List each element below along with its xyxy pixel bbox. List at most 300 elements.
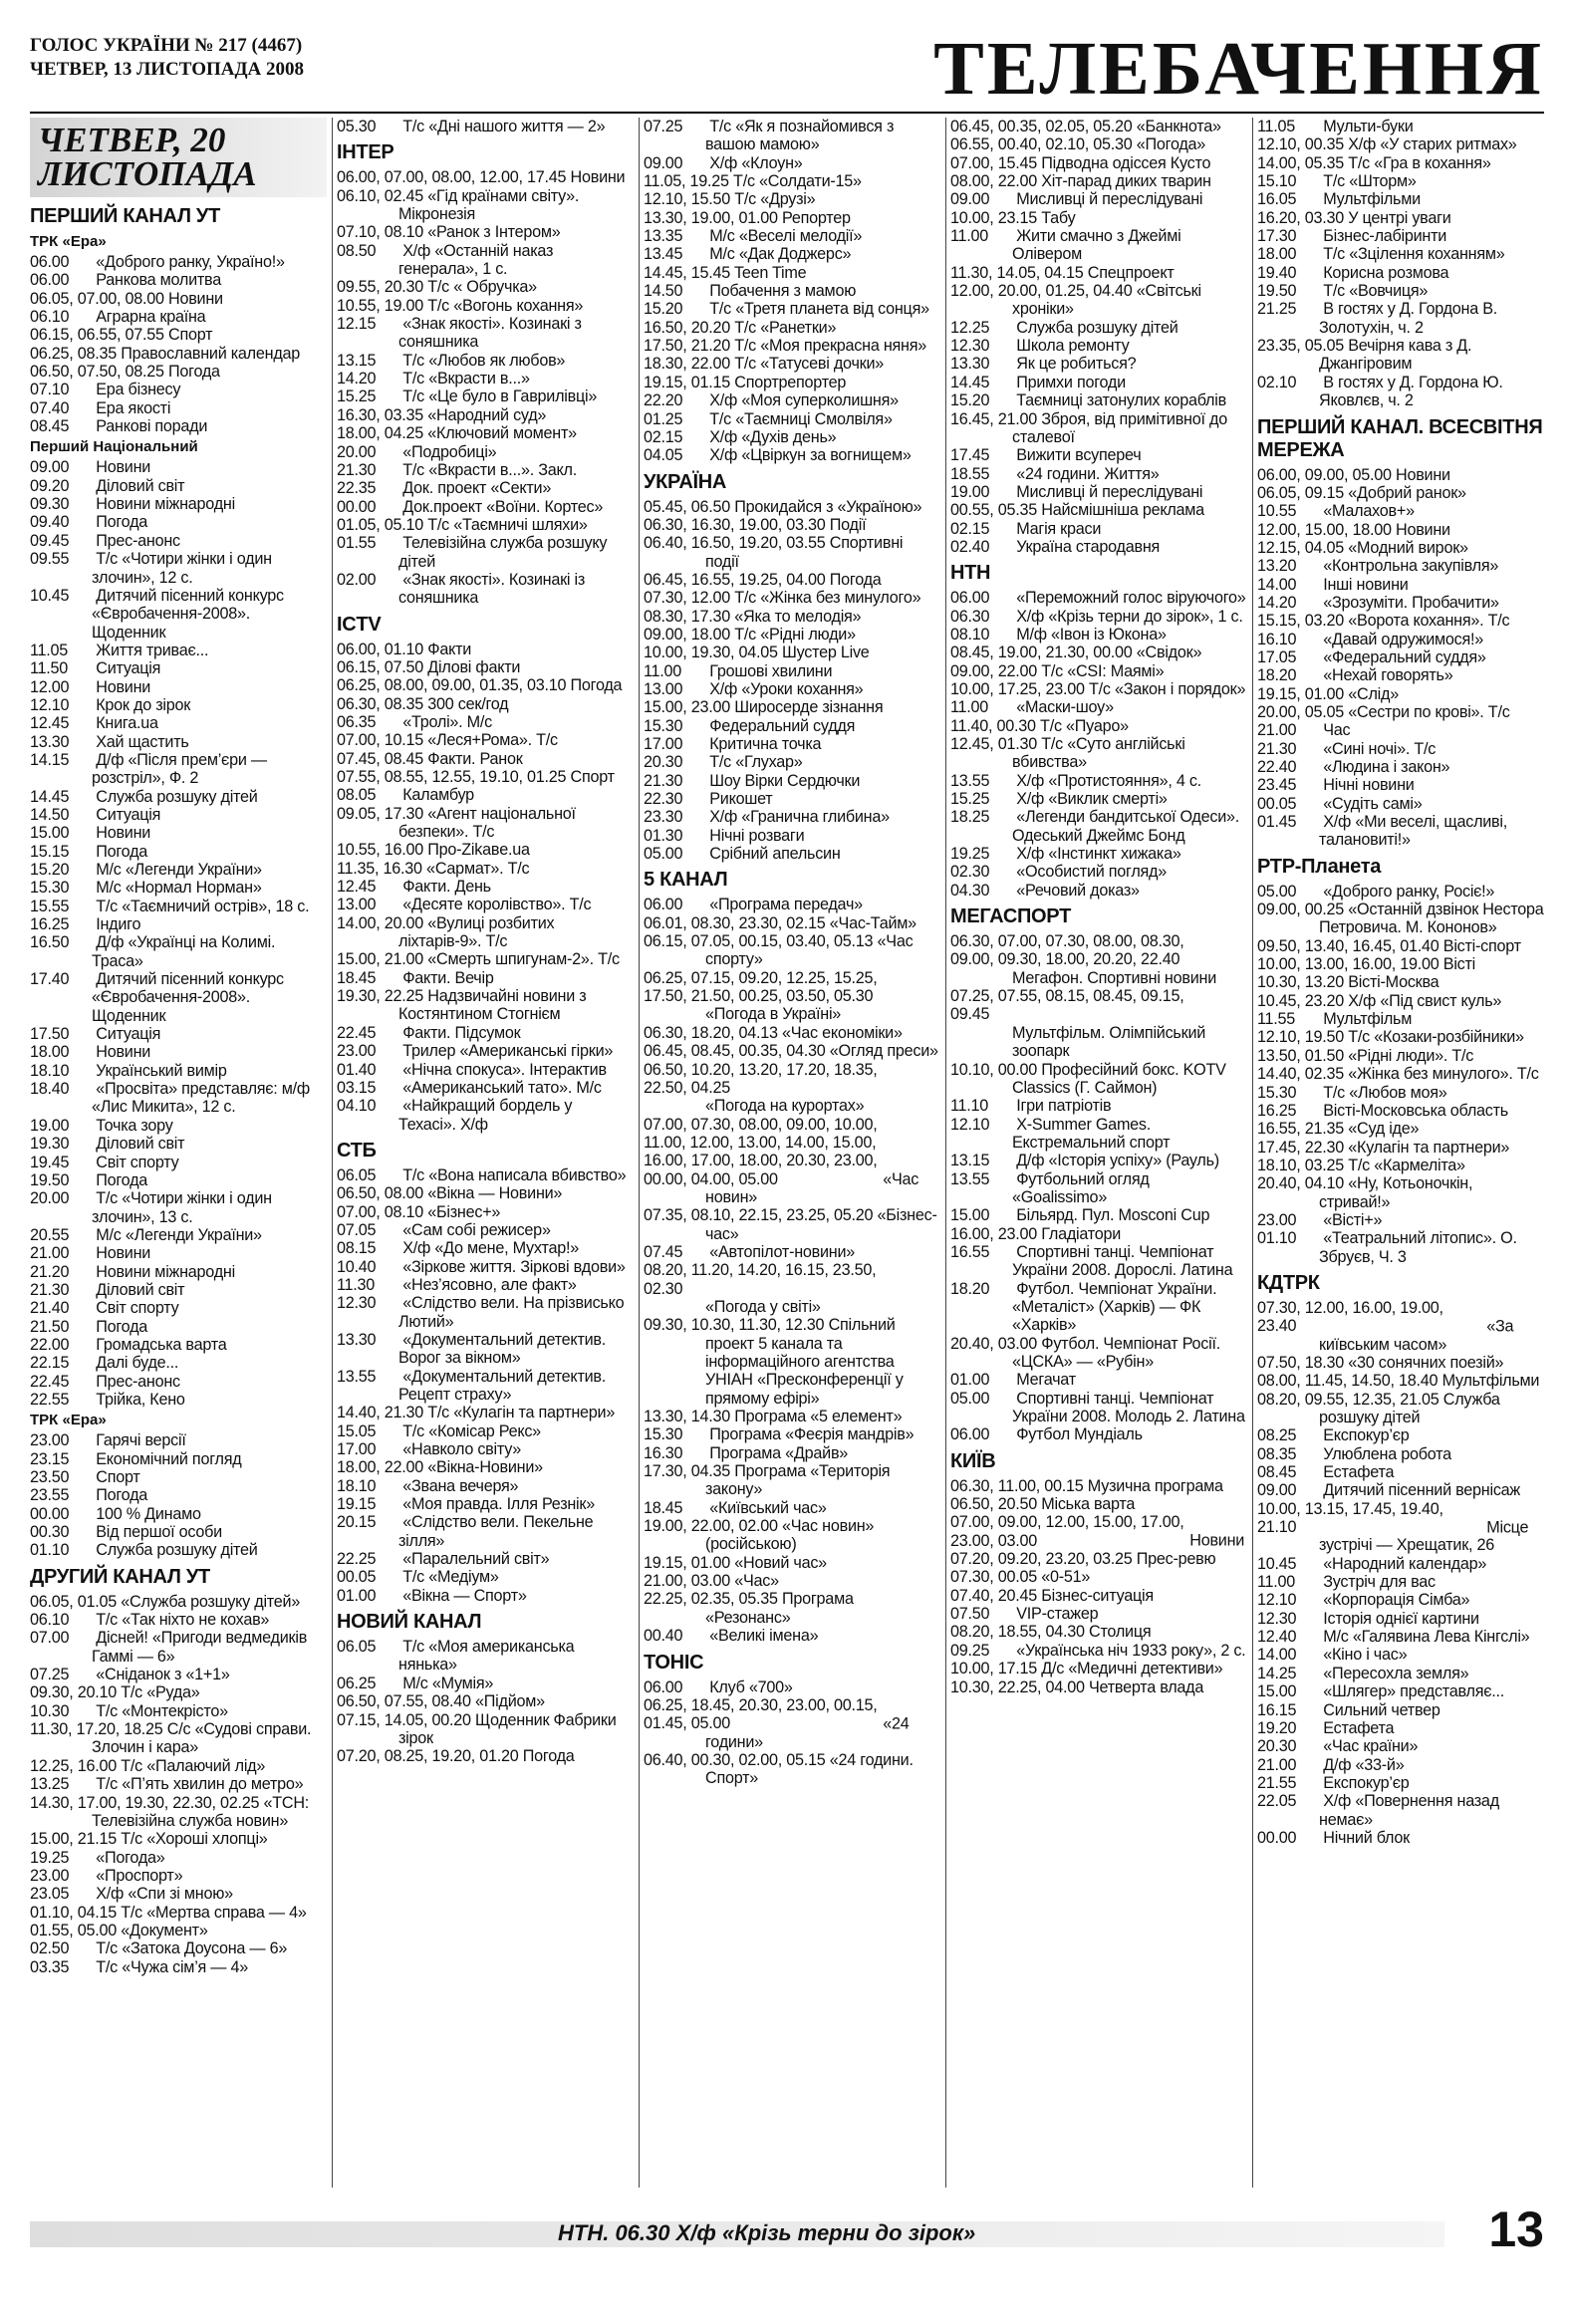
schedule-entry	[644, 374, 940, 391]
entry-program: Х/ф «Духів день»	[705, 427, 837, 446]
schedule-entry	[30, 1244, 327, 1262]
entry-program: «Вісті+»	[1319, 1210, 1383, 1229]
schedule-entry	[1257, 992, 1544, 1010]
schedule-entry	[337, 805, 634, 842]
entry-program: В гостях у Д. Гордона В. Золотухін, ч. 2	[1319, 300, 1498, 337]
entry-time: 10.45	[1257, 1554, 1297, 1573]
entry-time: 05.45, 06.50	[644, 497, 731, 516]
channel-heading: ТОНІС	[644, 1651, 704, 1674]
entry-program: «Корпорація Сімба»	[1319, 1591, 1470, 1610]
schedule-entry	[1257, 1010, 1544, 1028]
schedule-entry	[950, 1513, 1247, 1550]
entry-time: 07.40	[30, 398, 70, 417]
schedule-entry	[337, 641, 634, 658]
schedule-entry	[1257, 1646, 1544, 1664]
entry-program: Бізнес-лабіринти	[1319, 227, 1447, 246]
entry-time: 23.15	[30, 1449, 70, 1468]
schedule-entry	[30, 550, 327, 587]
schedule-entry	[1257, 937, 1544, 955]
schedule-entry	[337, 1368, 634, 1405]
entry-time: 15.00	[1257, 1682, 1297, 1701]
entry-program: 100 % Динамо	[92, 1504, 201, 1523]
schedule-entry	[1257, 1573, 1544, 1591]
channel-heading: ПЕРШИЙ КАНАЛ УТ	[30, 205, 220, 227]
schedule-entry	[950, 1225, 1247, 1243]
entry-program: Крок до зірок	[92, 695, 191, 714]
entry-time: 18.00, 22.00	[337, 1458, 424, 1477]
entry-program: Нічні новини	[1319, 776, 1415, 795]
schedule-entry	[30, 696, 327, 714]
schedule-entry	[30, 458, 327, 476]
schedule-entry	[30, 1720, 327, 1757]
entry-program: Т/с «Палаючий лід»	[117, 1756, 266, 1775]
entry-program: «Найкращий бордель у Техасі». Х/ф	[398, 1097, 573, 1134]
entry-program: 300 сек/год	[423, 694, 509, 713]
entry-program: Д/ф «33-й»	[1319, 1755, 1405, 1774]
entry-time: 22.00	[30, 1335, 70, 1354]
entry-program: В гостях у Д. Гордона Ю. Яковлєв, ч. 2	[1319, 373, 1503, 410]
entry-time: 13.25	[30, 1775, 70, 1794]
entry-program: «Банкнота»	[1132, 118, 1221, 135]
schedule-entry	[644, 1590, 940, 1627]
entry-program: Т/с «Мертва справа — 4»	[117, 1903, 307, 1922]
entry-time: 11.30	[337, 1275, 376, 1294]
entry-time: 01.45	[1257, 813, 1297, 832]
entry-program: Х/ф «Спи зі мною»	[92, 1885, 233, 1904]
schedule-entry	[1257, 703, 1544, 721]
entry-program: Україна стародавня	[1012, 537, 1161, 556]
schedule-entry	[337, 1097, 634, 1134]
schedule-entry	[1257, 1139, 1544, 1157]
entry-program: Х/ф «Повернення назад немає»	[1319, 1792, 1499, 1829]
schedule-entry	[337, 914, 634, 951]
entry-program: Погода	[92, 1486, 148, 1505]
schedule-entry	[1257, 337, 1544, 374]
entry-time: 12.10	[1257, 1591, 1297, 1610]
channel-heading: МЕГАСПОРТ	[950, 905, 1071, 928]
entry-program: Д/ф «Після прем’єри — розстріл», Ф. 2	[92, 750, 267, 788]
entry-program: Мультфільми	[1319, 190, 1421, 209]
schedule-entry	[30, 1541, 327, 1559]
entry-time: 05.00	[644, 845, 683, 864]
entry-program: Х/ф «Крізь терни до зірок», 1 с.	[1012, 607, 1243, 626]
entry-program: Т/с «Козаки-розбійники»	[1344, 1028, 1524, 1047]
schedule-entry	[1257, 1102, 1544, 1120]
schedule-entry	[1257, 1120, 1544, 1138]
entry-program: Новини	[1391, 520, 1450, 539]
entry-time: 16.15	[1257, 1700, 1297, 1719]
schedule-entry	[1257, 1354, 1544, 1372]
schedule-entry	[337, 278, 634, 296]
entry-program: Міська варта	[1037, 1495, 1136, 1514]
entry-time: 07.15, 14.05, 00.20	[337, 1710, 471, 1729]
entry-program: Столиця	[1084, 1623, 1152, 1642]
entry-program: Сильний четвер	[1319, 1700, 1440, 1719]
schedule-entry	[950, 845, 1247, 863]
schedule-entry	[337, 498, 634, 516]
entry-time: 18.20	[1257, 666, 1297, 685]
entry-time: 02.10	[1257, 373, 1297, 391]
entry-time: 10.30	[30, 1701, 70, 1720]
entry-time: 06.50, 10.20, 13.20, 17.20, 18.35, 22.50, 04.25	[644, 1060, 878, 1097]
entry-program: Спецпроект	[1083, 263, 1175, 282]
entry-program: Служба розшуку дітей	[1012, 318, 1178, 337]
entry-program: «Зіркове життя. Зіркові вдови»	[398, 1257, 626, 1276]
entry-program: «Ну, Котьоночкін, стривай!»	[1319, 1174, 1473, 1211]
channel-heading: НОВИЙ КАНАЛ	[337, 1611, 482, 1634]
entry-time: 09.00, 18.00	[644, 625, 731, 644]
entry-time: 07.40, 20.45	[950, 1586, 1038, 1605]
entry-program: Світ спорту	[92, 1299, 179, 1318]
entry-program: Надзвичайні новини з Костянтином Стогнієм	[398, 987, 587, 1024]
entry-program: Погода	[92, 1317, 148, 1336]
entry-program: «Київський час»	[705, 1498, 827, 1517]
entry-time: 21.30	[337, 460, 377, 479]
entry-time: 22.35	[337, 479, 377, 498]
entry-program: Т/с «Друзі»	[730, 190, 816, 209]
entry-program: Світ спорту	[92, 1153, 179, 1171]
schedule-entry	[30, 1226, 327, 1244]
schedule-entry	[950, 538, 1247, 556]
schedule-entry	[644, 355, 940, 373]
entry-program: Новини	[1391, 465, 1450, 484]
entry-time: 12.25	[950, 318, 990, 337]
entry-time: 19.15	[337, 1495, 377, 1514]
entry-program: Х/ф «Виклик смерті»	[1012, 790, 1168, 809]
schedule-entry	[30, 861, 327, 879]
schedule-entry	[337, 1495, 634, 1513]
schedule-entry	[30, 495, 327, 513]
entry-time: 06.30, 07.00, 07.30, 08.00, 08.30, 09.00, 09.30, 18.00, 20.20, 22.40	[950, 932, 1184, 969]
entry-program: Т/с «Вкрасти в...». Закл.	[398, 460, 577, 479]
schedule-entry	[644, 626, 940, 644]
entry-time: 10.30, 22.25, 04.00	[950, 1678, 1085, 1696]
schedule-entry	[30, 1775, 327, 1793]
entry-program: Мультфільм	[1319, 1010, 1413, 1029]
schedule-entry	[644, 516, 940, 534]
entry-time: 13.15	[337, 351, 377, 370]
entry-time: 11.05	[1257, 118, 1296, 135]
schedule-entry	[337, 1258, 634, 1276]
entry-time: 06.30, 16.30, 19.00, 03.30	[644, 515, 826, 534]
entry-program: Спорт	[566, 768, 615, 786]
entry-program: Православний календар	[117, 344, 301, 363]
entry-time: 09.50, 13.40, 16.45, 01.40	[1257, 936, 1440, 955]
entry-time: 06.00, 01.10	[337, 640, 424, 658]
entry-program: «Час-Тайм»	[825, 913, 916, 932]
schedule-entry	[30, 1939, 327, 1957]
entry-time: 03.35	[30, 1957, 70, 1976]
schedule-entry	[1257, 1756, 1544, 1774]
schedule-entry	[950, 717, 1247, 735]
schedule-entry	[337, 424, 634, 442]
schedule-entry	[950, 1605, 1247, 1623]
entry-time: 22.20	[644, 391, 683, 410]
entry-program: «Особистий погляд»	[1012, 863, 1167, 882]
entry-time: 06.55, 00.40, 02.10, 05.30	[950, 135, 1133, 154]
schedule-entry	[337, 1675, 634, 1692]
entry-time: 01.55	[337, 534, 377, 553]
entry-time: 20.55	[30, 1225, 70, 1244]
schedule-entry	[950, 932, 1247, 987]
entry-program: «Паралельний світ»	[398, 1550, 550, 1569]
entry-time: 12.30	[950, 337, 990, 356]
entry-time: 06.10, 02.45	[337, 186, 424, 205]
entry-program: Ранкові поради	[92, 417, 208, 436]
schedule-entry	[337, 242, 634, 279]
schedule-entry	[950, 626, 1247, 644]
entry-program: М/с «Веселі мелодії»	[705, 227, 863, 246]
entry-program: Грошові хвилини	[705, 661, 833, 680]
schedule-entry	[1257, 190, 1544, 208]
entry-program: Т/с «Затока Доусона — 6»	[92, 1939, 288, 1958]
schedule-column-2	[337, 118, 634, 2188]
entry-time: 08.45	[30, 417, 70, 436]
entry-time: 02.40	[950, 537, 990, 556]
schedule-entry	[644, 300, 940, 318]
entry-time: 02.15	[644, 427, 683, 446]
entry-time: 06.00	[644, 1678, 683, 1696]
schedule-entry	[950, 1152, 1247, 1169]
schedule-entry	[644, 735, 940, 753]
entry-program: «Народний суд»	[423, 405, 547, 424]
entry-program: Т/с «Комісар Рекс»	[398, 1421, 541, 1440]
schedule-entry	[950, 698, 1247, 716]
entry-time: 17.30	[1257, 227, 1297, 246]
entry-program: Т/с «Чотири жінки і один злочин», 12 с.	[92, 550, 272, 587]
entry-time: 07.00, 15.45	[950, 153, 1038, 172]
schedule-column-4	[950, 118, 1247, 2188]
schedule-entry	[950, 1477, 1247, 1495]
entry-program: Т/с «Рідні люди»	[730, 625, 856, 644]
entry-program: «Рідні люди». Т/с	[1344, 1046, 1474, 1065]
entry-time: 08.10	[950, 625, 990, 644]
entry-time: 22.40	[1257, 758, 1297, 776]
entry-program: Програма «Резонанс»	[705, 1590, 854, 1627]
entry-time: 06.30, 08.35	[337, 694, 424, 713]
schedule-entry	[644, 1061, 940, 1116]
entry-time: 09.00, 22.00	[950, 661, 1038, 680]
schedule-entry	[337, 1239, 634, 1257]
entry-time: 01.10	[1257, 1229, 1297, 1248]
schedule-entry	[30, 381, 327, 398]
entry-program: Т/с «Третя планета від сонця»	[705, 300, 929, 319]
entry-time: 12.00, 20.00, 01.25, 04.40	[950, 282, 1133, 301]
entry-time: 06.40, 16.50, 19.20, 03.55	[644, 534, 826, 553]
entry-time: 13.30	[950, 355, 990, 374]
schedule-entry	[30, 1849, 327, 1867]
schedule-entry	[337, 118, 634, 135]
schedule-entry	[337, 695, 634, 713]
schedule-entry	[1257, 1445, 1544, 1463]
entry-program: Погода	[825, 570, 882, 589]
entry-time: 23.35, 05.05	[1257, 337, 1345, 356]
entry-program: Прокидайся з «Україною»	[730, 497, 922, 516]
entry-time: 15.00, 21.00	[337, 950, 424, 969]
entry-program: Дитячий пісенний конкурс «Євробачення-2008». Щоденник	[92, 586, 284, 642]
entry-time: 19.15, 01.15	[644, 373, 731, 391]
entry-time: 10.00, 17.15	[950, 1660, 1038, 1678]
schedule-entry	[644, 571, 940, 589]
entry-time: 14.25	[1257, 1664, 1297, 1682]
entry-time: 11.10	[950, 1097, 989, 1116]
entry-time: 16.45, 21.00	[950, 409, 1038, 428]
entry-time: 01.00	[337, 1586, 377, 1605]
entry-time: 11.30, 14.05, 04.15	[950, 263, 1084, 282]
entry-program: Новини	[92, 1043, 151, 1062]
entry-time: 20.40, 04.10	[1257, 1174, 1345, 1193]
entry-program: Спортивні танці. Чемпіонат України 2008. Дорослі. Латина	[1012, 1242, 1233, 1280]
entry-program: Ранкова молитва	[92, 271, 221, 290]
schedule-entry	[1257, 484, 1544, 502]
entry-time: 02.30	[950, 863, 990, 882]
schedule-entry	[1257, 1157, 1544, 1174]
schedule-entry	[950, 391, 1247, 409]
entry-program: Аграрна країна	[92, 308, 206, 327]
entry-program: Т/с «Вовчиця»	[1319, 282, 1429, 301]
schedule-entry	[950, 1061, 1247, 1098]
schedule-entry	[30, 1505, 327, 1523]
schedule-entry	[1257, 973, 1544, 991]
entry-time: 21.20	[30, 1262, 70, 1281]
entry-time: 06.10	[30, 308, 70, 327]
entry-time: 09.00	[1257, 1481, 1297, 1500]
entry-program: «Доброго ранку, Росіє!»	[1319, 882, 1495, 901]
entry-time: 08.25	[1257, 1426, 1297, 1445]
entry-time: 06.15, 07.50	[337, 657, 424, 676]
schedule-entry	[950, 863, 1247, 881]
entry-time: 07.55, 08.55, 12.55, 19.10, 01.25	[337, 768, 567, 786]
entry-program: Teen Time	[730, 263, 807, 282]
entry-time: 13.55	[950, 1169, 990, 1188]
entry-program: Репортер	[777, 208, 851, 227]
entry-time: 00.00	[337, 497, 377, 516]
schedule-entry	[337, 676, 634, 694]
entry-time: 07.25, 07.55, 08.15, 08.45, 09.15, 09.45	[950, 987, 1184, 1024]
entry-program: Ситуація	[92, 1025, 161, 1044]
entry-program: «Світські хроніки»	[1012, 282, 1201, 319]
entry-time: 22.05	[1257, 1792, 1297, 1811]
entry-program: «Вікна-Новини»	[423, 1458, 543, 1477]
schedule-entry	[1257, 1084, 1544, 1102]
entry-time: 09.30, 20.10	[30, 1683, 118, 1702]
entry-time: 12.25, 16.00	[30, 1756, 118, 1775]
schedule-entry	[950, 1371, 1247, 1389]
schedule-entry	[1257, 264, 1544, 282]
entry-program: Новини	[92, 824, 151, 843]
entry-time: 23.45	[1257, 776, 1297, 795]
entry-time: 10.40	[337, 1257, 377, 1276]
entry-program: Спортивні події	[705, 534, 904, 571]
entry-program: Т/с «Таємничі шляхи»	[423, 515, 588, 534]
entry-time: 01.25	[644, 409, 683, 428]
entry-program: Погода	[92, 513, 148, 532]
schedule-entry	[644, 190, 940, 208]
schedule-entry	[644, 1627, 940, 1645]
schedule-entry	[1257, 1628, 1544, 1646]
entry-time: 11.30, 17.20, 18.25	[30, 1720, 163, 1739]
schedule-entry	[30, 513, 327, 531]
schedule-entry	[1257, 758, 1544, 776]
entry-program: Час	[1319, 721, 1351, 740]
entry-program: «Проспорт»	[92, 1866, 183, 1885]
entry-time: 23.00	[337, 1042, 377, 1061]
page-footer	[30, 2192, 1544, 2271]
schedule-entry	[1257, 955, 1544, 973]
entry-program: «Агент національної безпеки». Т/с	[398, 804, 576, 842]
entry-time: 06.10	[30, 1611, 70, 1630]
schedule-entry	[30, 1683, 327, 1701]
entry-program: Ситуація	[92, 659, 161, 678]
entry-time: 09.05, 17.30	[337, 804, 424, 823]
entry-time: 10.55, 19.00	[337, 296, 424, 315]
schedule-entry	[950, 1390, 1247, 1426]
entry-program: «Звана вечеря»	[398, 1476, 519, 1495]
entry-program: «Час»	[730, 1572, 779, 1591]
entry-time: 14.00	[1257, 575, 1297, 594]
entry-time: 12.15, 04.05	[1257, 538, 1345, 557]
entry-time: 14.20	[1257, 593, 1297, 612]
schedule-entry	[1257, 1665, 1544, 1682]
entry-time: 07.45	[644, 1242, 683, 1261]
entry-time: 01.10, 04.15	[30, 1903, 118, 1922]
entry-program: «Останній дзвінок Нестора Петровича. М. Кононов»	[1319, 901, 1544, 937]
entry-program: Зброя, від примітивної до сталевої	[1012, 409, 1227, 446]
schedule-entry	[337, 1203, 634, 1221]
entry-time: 21.00	[30, 1244, 70, 1263]
entry-time: 15.20	[950, 391, 990, 410]
schedule-entry	[950, 1243, 1247, 1280]
entry-time: 06.45, 00.35, 02.05, 05.20	[950, 118, 1133, 135]
entry-program: Т/с «Монтекрісто»	[92, 1701, 228, 1720]
entry-time: 07.00, 08.10	[337, 1202, 424, 1221]
schedule-entry	[30, 308, 327, 326]
entry-time: 20.30	[1257, 1737, 1297, 1756]
entry-program: X-Summer Games. Екстремальний спорт	[1012, 1115, 1171, 1152]
schedule-entry	[1257, 594, 1544, 612]
entry-time: 08.45	[1257, 1463, 1297, 1482]
schedule-entry	[337, 750, 634, 768]
schedule-entry	[337, 1079, 634, 1097]
entry-time: 11.35, 16.30	[337, 859, 422, 878]
schedule-entry	[30, 1318, 327, 1336]
entry-program: «Погода в Україні»	[705, 1005, 842, 1024]
entry-program: Життя триває...	[92, 641, 209, 659]
entry-program: Естафета	[1319, 1463, 1395, 1482]
schedule-entry	[950, 1660, 1247, 1678]
entry-time: 18.00	[1257, 245, 1297, 264]
channel-heading: ICTV	[337, 613, 382, 636]
entry-time: 19.00	[950, 482, 990, 501]
entry-time: 01.40	[337, 1060, 377, 1079]
entry-program: Т/с «Таємничий острів», 18 с.	[92, 897, 310, 915]
entry-program: Мультфільм. Олімпійський зоопарк	[1012, 1023, 1206, 1061]
entry-time: 16.30, 03.35	[337, 405, 424, 424]
entry-program: «Погода»	[1132, 135, 1206, 154]
schedule-entry	[30, 915, 327, 933]
schedule-entry	[644, 1042, 940, 1060]
schedule-entry	[1257, 1500, 1544, 1555]
entry-time: 15.20	[30, 861, 70, 879]
entry-time: 21.55	[1257, 1773, 1297, 1792]
entry-program: Вісті-спорт	[1439, 936, 1521, 955]
entry-time: 21.30	[30, 1280, 70, 1299]
entry-time: 05.30	[337, 118, 377, 135]
schedule-entry	[30, 1354, 327, 1372]
entry-time: 06.30	[950, 607, 990, 626]
schedule-entry	[950, 227, 1247, 264]
schedule-entry	[644, 1499, 940, 1517]
